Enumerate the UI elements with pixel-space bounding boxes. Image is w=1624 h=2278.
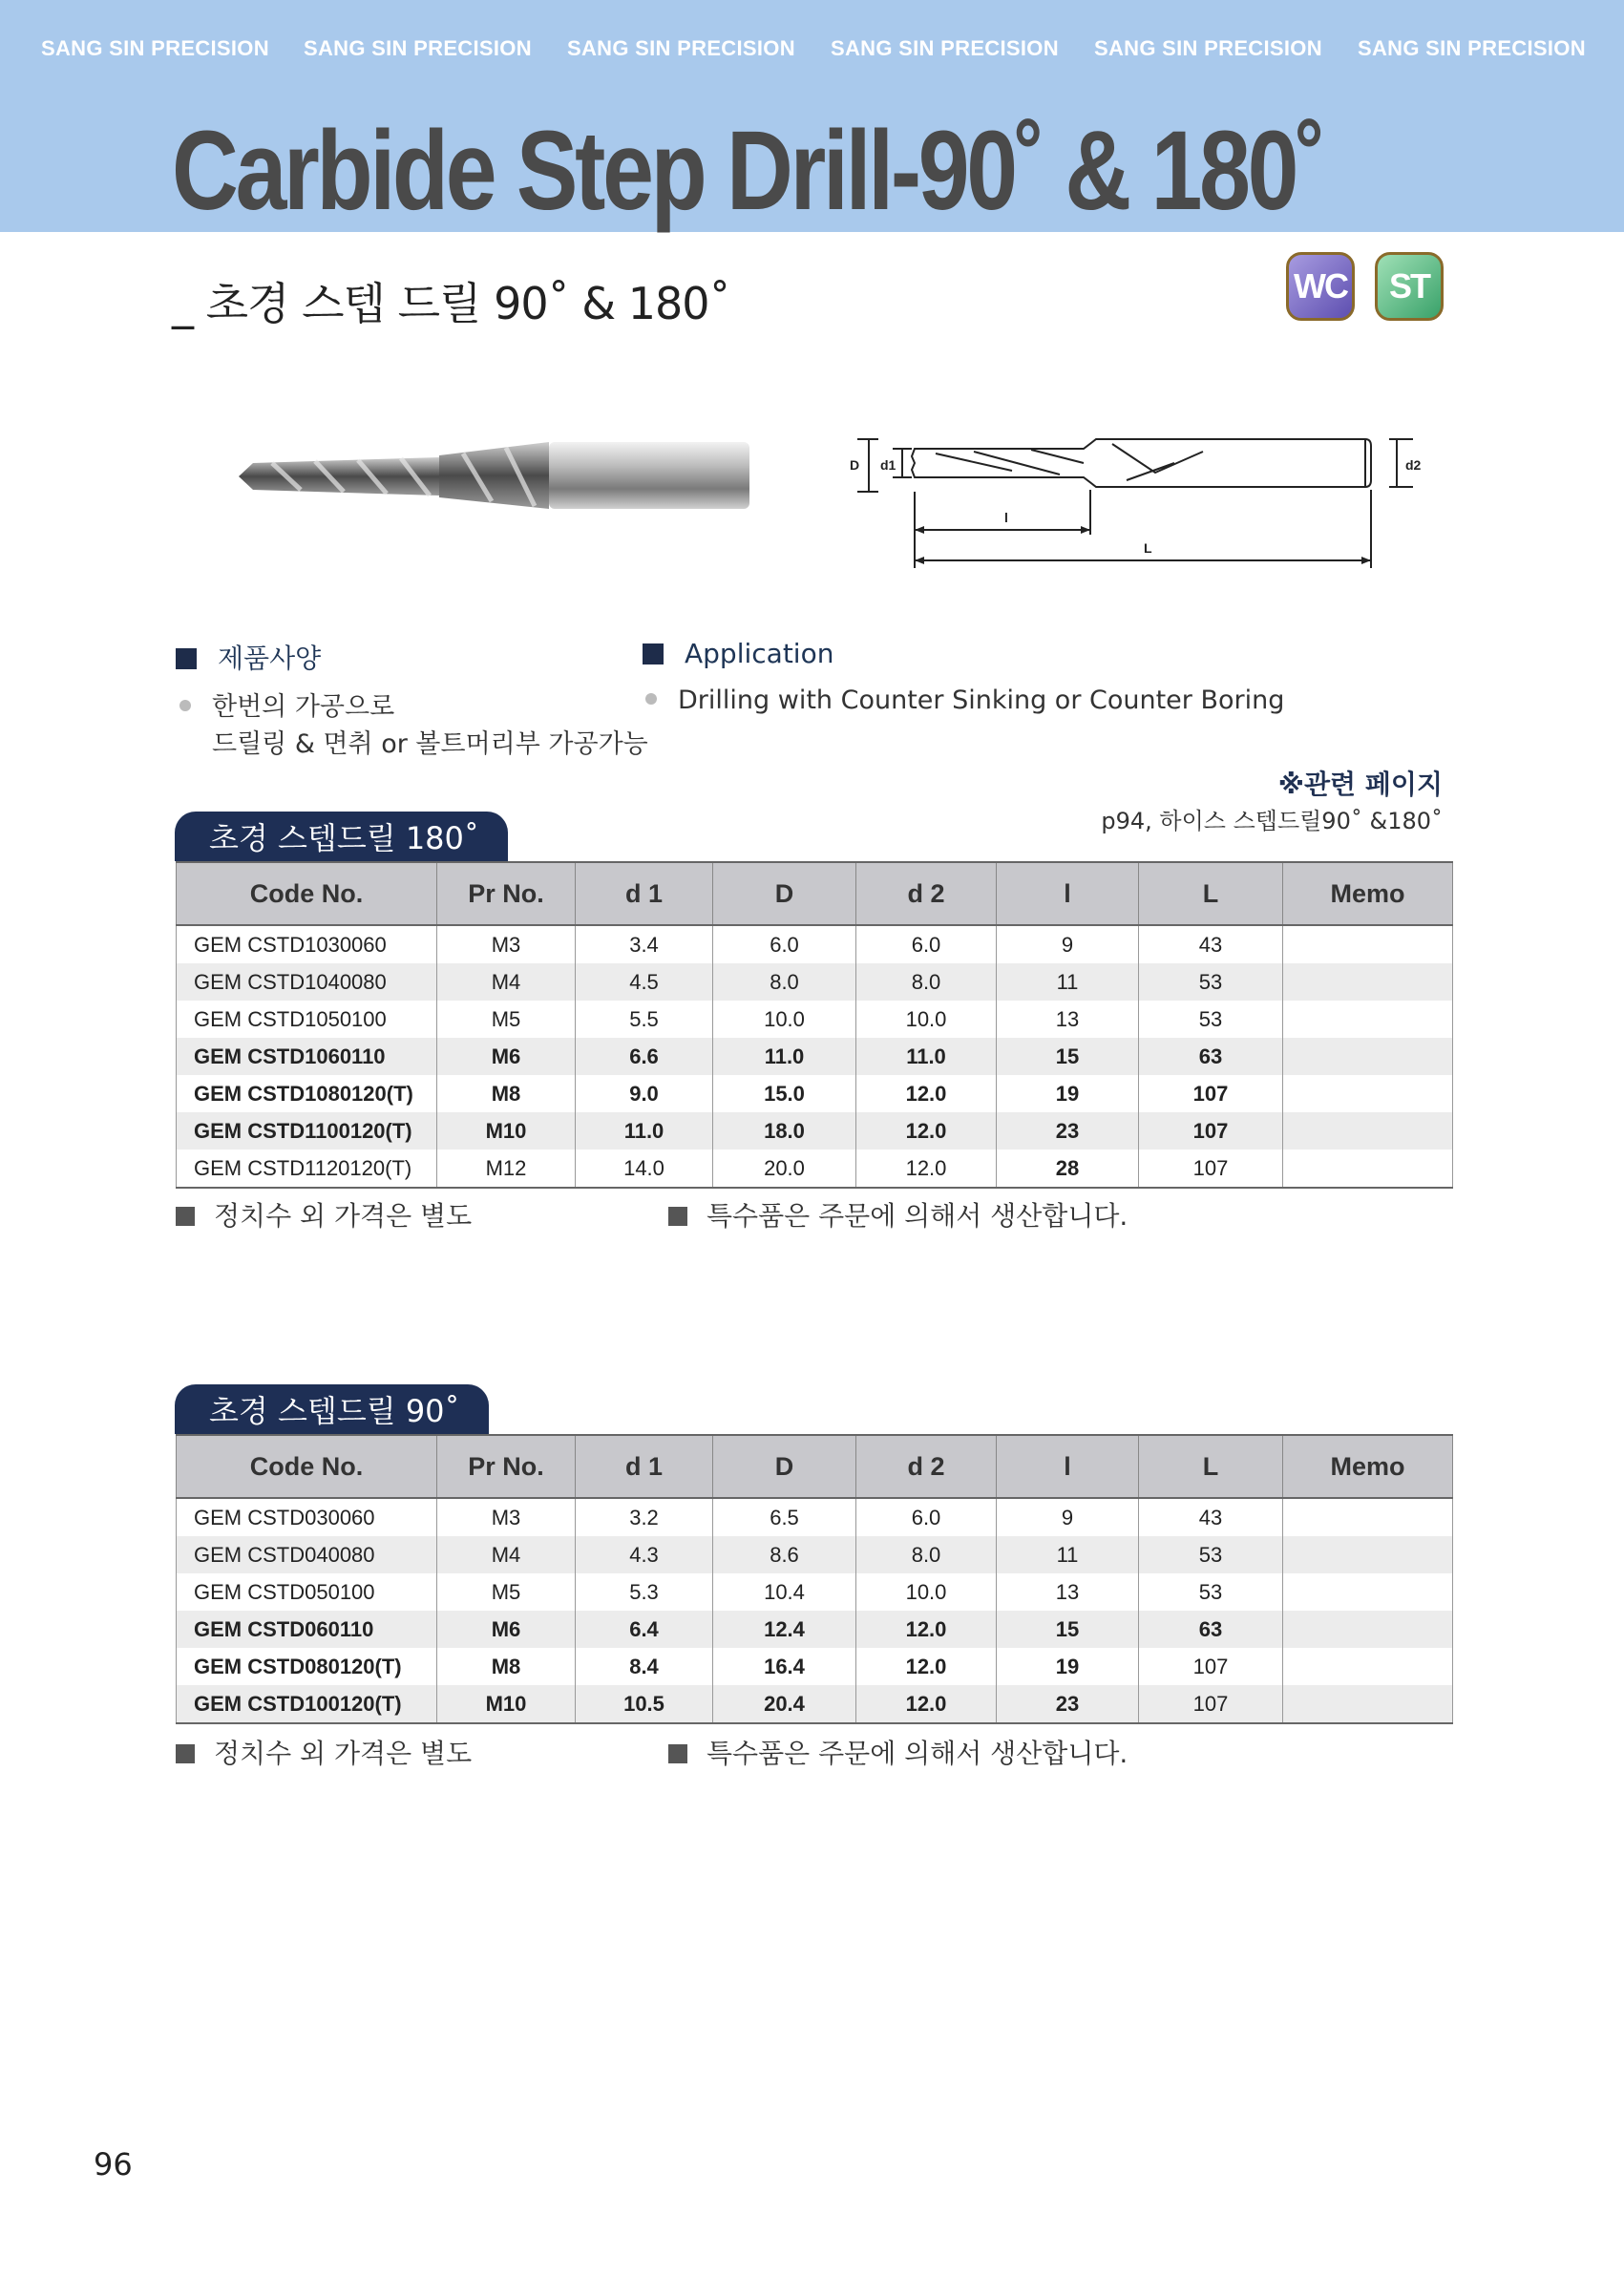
col-d2: d 2	[856, 862, 997, 925]
col-l: l	[997, 862, 1139, 925]
label-l: l	[1004, 510, 1008, 525]
spec-line-2: 드릴링 & 면취 or 볼트머리부 가공가능	[212, 729, 648, 759]
table-row: GEM CSTD1100120(T) M10 11.0 18.0 12.0 23 107	[177, 1112, 1453, 1150]
col-pr: Pr No.	[437, 1435, 576, 1498]
col-memo: Memo	[1283, 1435, 1453, 1498]
bullet-icon	[179, 700, 191, 711]
table-row: GEM CSTD050100 M5 5.3 10.4 10.0 13 53	[177, 1573, 1453, 1611]
brand-text: SANG SIN PRECISION	[831, 36, 1059, 60]
spec-heading: 제품사양	[176, 638, 321, 676]
application-heading: Application	[643, 638, 833, 669]
label-d1: d1	[880, 457, 896, 473]
label-L: L	[1144, 540, 1152, 556]
table90-tab: 초경 스텝드릴 90˚	[175, 1384, 489, 1434]
square-icon	[176, 1744, 195, 1763]
col-pr: Pr No.	[437, 862, 576, 925]
table-row: GEM CSTD1060110 M6 6.6 11.0 11.0 15 63	[177, 1038, 1453, 1075]
wc-badge: WC	[1286, 252, 1355, 321]
col-D: D	[713, 862, 856, 925]
table90	[176, 1434, 1453, 1724]
table180-tab: 초경 스텝드릴 180˚	[175, 812, 508, 861]
col-l: l	[997, 1435, 1139, 1498]
col-L: L	[1139, 1435, 1283, 1498]
table-row: GEM CSTD040080 M4 4.3 8.6 8.0 11 53	[177, 1536, 1453, 1573]
table-row: GEM CSTD1040080 M4 4.5 8.0 8.0 11 53	[177, 963, 1453, 1001]
related-page-title: ※관련 페이지	[1277, 769, 1443, 800]
table-row: GEM CSTD1050100 M5 5.5 10.0 10.0 13 53	[177, 1001, 1453, 1038]
bullet-icon	[645, 693, 657, 705]
application-bullet: Drilling with Counter Sinking or Counter Boring	[645, 686, 1284, 715]
col-d1: d 1	[576, 862, 713, 925]
col-d2: d 2	[856, 1435, 997, 1498]
table-header-row	[177, 1435, 1453, 1498]
brand-text: SANG SIN PRECISION	[304, 36, 532, 60]
label-d2: d2	[1405, 457, 1422, 473]
page-number: 96	[94, 2146, 133, 2183]
special-order-note: 특수품은 주문에 의해서 생산합니다.	[668, 1195, 1128, 1234]
col-code: Code No.	[177, 1435, 437, 1498]
page-subtitle: _ 초경 스텝 드릴 90˚ & 180˚	[172, 278, 730, 329]
col-code: Code No.	[177, 862, 437, 925]
special-order-note: 특수품은 주문에 의해서 생산합니다.	[668, 1733, 1128, 1771]
table-row: GEM CSTD1030060 M3 3.4 6.0 6.0 9 43	[177, 925, 1453, 963]
col-memo: Memo	[1283, 862, 1453, 925]
table-row: GEM CSTD060110 M6 6.4 12.4 12.0 15 63	[177, 1611, 1453, 1648]
table-row: GEM CSTD1120120(T) M12 14.0 20.0 12.0 28 107	[177, 1150, 1453, 1188]
spec-bullet: 한번의 가공으로	[179, 686, 394, 723]
drill-photo	[234, 434, 754, 520]
table-header-row	[177, 862, 1453, 925]
col-D: D	[713, 1435, 856, 1498]
st-badge: ST	[1375, 252, 1444, 321]
table-row: GEM CSTD100120(T) M10 10.5 20.4 12.0 23 107	[177, 1685, 1453, 1723]
square-icon	[176, 648, 197, 669]
brand-row	[0, 36, 1624, 65]
page-title: Carbide Step Drill-90˚ & 180˚	[172, 108, 1324, 234]
brand-text: SANG SIN PRECISION	[567, 36, 795, 60]
label-D: D	[850, 457, 860, 473]
brand-text: SANG SIN PRECISION	[1358, 36, 1586, 60]
square-icon	[176, 1207, 195, 1226]
table180	[176, 861, 1453, 1189]
col-L: L	[1139, 862, 1283, 925]
square-icon	[668, 1207, 687, 1226]
price-note: 정치수 외 가격은 별도	[176, 1195, 472, 1234]
drill-drawing	[840, 434, 1432, 573]
brand-text: SANG SIN PRECISION	[1094, 36, 1322, 60]
table-row: GEM CSTD030060 M3 3.2 6.5 6.0 9 43	[177, 1498, 1453, 1536]
brand-text: SANG SIN PRECISION	[41, 36, 269, 60]
square-icon	[668, 1744, 687, 1763]
related-page-text: p94, 하이스 스텝드릴90˚ &180˚	[1101, 808, 1443, 834]
table-row: GEM CSTD080120(T) M8 8.4 16.4 12.0 19 107	[177, 1648, 1453, 1685]
table-row: GEM CSTD1080120(T) M8 9.0 15.0 12.0 19 107	[177, 1075, 1453, 1112]
col-d1: d 1	[576, 1435, 713, 1498]
price-note: 정치수 외 가격은 별도	[176, 1733, 472, 1771]
square-icon	[643, 643, 664, 664]
